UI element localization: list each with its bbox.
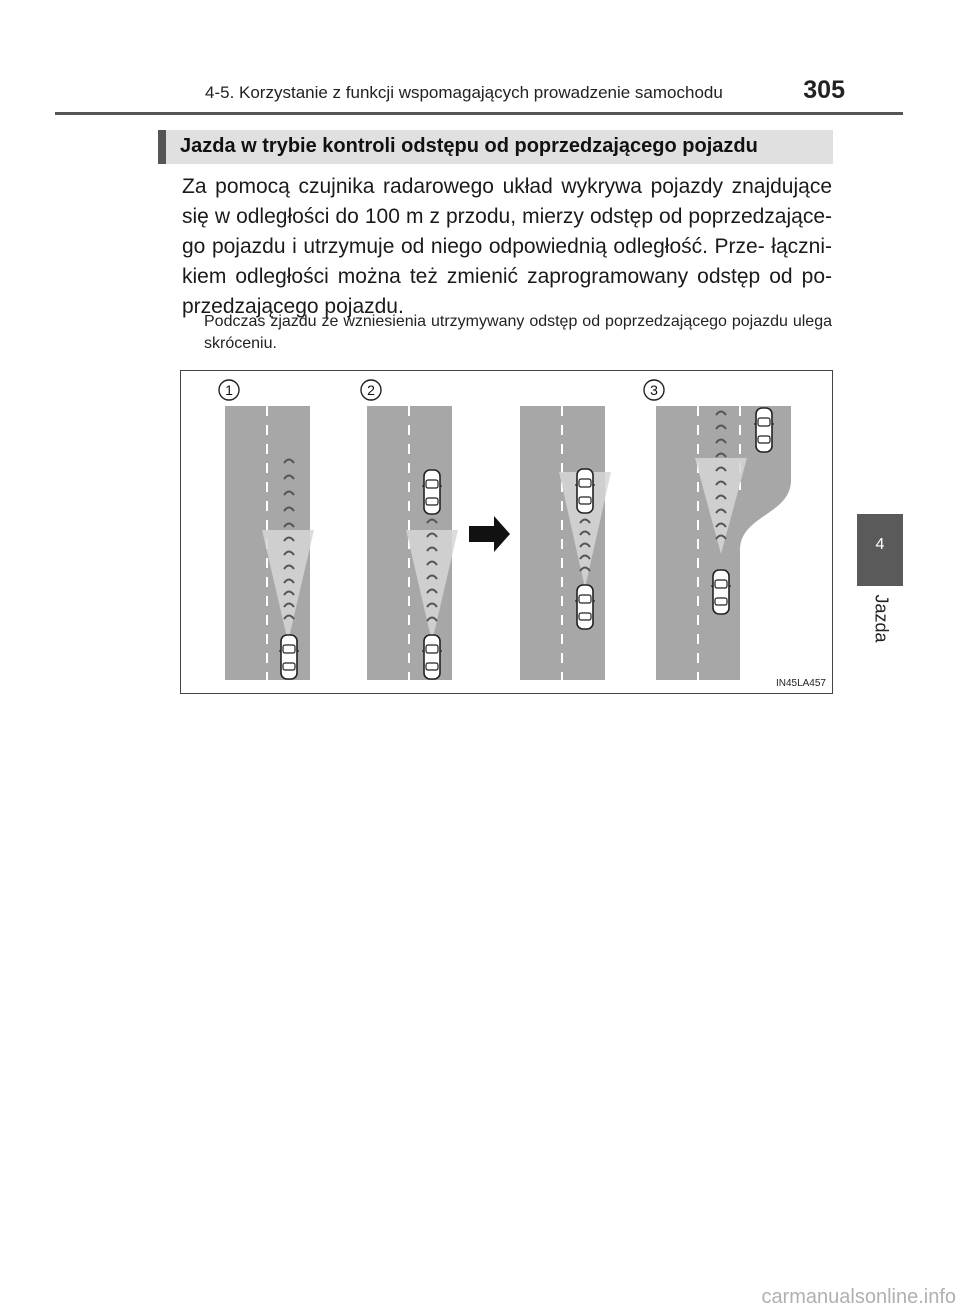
side-label — [868, 590, 894, 650]
section-heading — [158, 130, 833, 164]
car-own-4 — [711, 570, 731, 614]
side-tab — [857, 514, 903, 586]
header-title: 4-5. Korzystanie z funkcji wspomagających prowadzenie samochodu — [205, 83, 723, 102]
label-1-text: 1 — [225, 382, 233, 398]
body-paragraph: Za pomocą czujnika radarowego układ wykrywa pojazdy znajdujące się w odległości do 100 m z przodu, mierzy odstęp od poprzedzające- go pojazdu i utrzymuje od niego odpowiednią odległość. Prze- łączni- kiem odległości można też zmienić zaprogramowany odstęp od po- przedzającego pojazdu. — [182, 175, 832, 318]
car-ahead-2 — [422, 470, 442, 514]
watermark: carmanualsonline.info — [761, 1286, 956, 1308]
car-adjacent-4 — [754, 408, 774, 452]
note-paragraph: Podczas zjazdu ze wzniesienia utrzymywany odstęp od poprzedzającego pojazdu ulega skróceniu. — [204, 313, 832, 352]
road-3 — [520, 406, 611, 680]
page-number: 305 — [803, 76, 845, 104]
header-rule — [55, 112, 903, 115]
section-title: Jazda w trybie kontroli odstępu od poprzedzającego pojazdu — [180, 135, 758, 157]
label-2 — [361, 380, 381, 400]
car-own-1 — [279, 635, 299, 679]
label-1 — [219, 380, 239, 400]
label-3 — [644, 380, 664, 400]
side-tab-number: 4 — [875, 536, 885, 553]
label-3-text: 3 — [650, 382, 658, 398]
side-label-text: Jazda — [871, 594, 892, 643]
image-code: IN45LA457 — [775, 678, 826, 689]
illustration-svg — [180, 370, 833, 694]
section-accent — [158, 130, 166, 164]
road-2 — [367, 406, 458, 680]
illustration — [180, 370, 833, 694]
car-own-3 — [575, 585, 595, 629]
label-2-text: 2 — [367, 382, 375, 398]
car-ahead-3 — [575, 469, 595, 513]
car-own-2 — [422, 635, 442, 679]
road-1 — [225, 406, 314, 680]
